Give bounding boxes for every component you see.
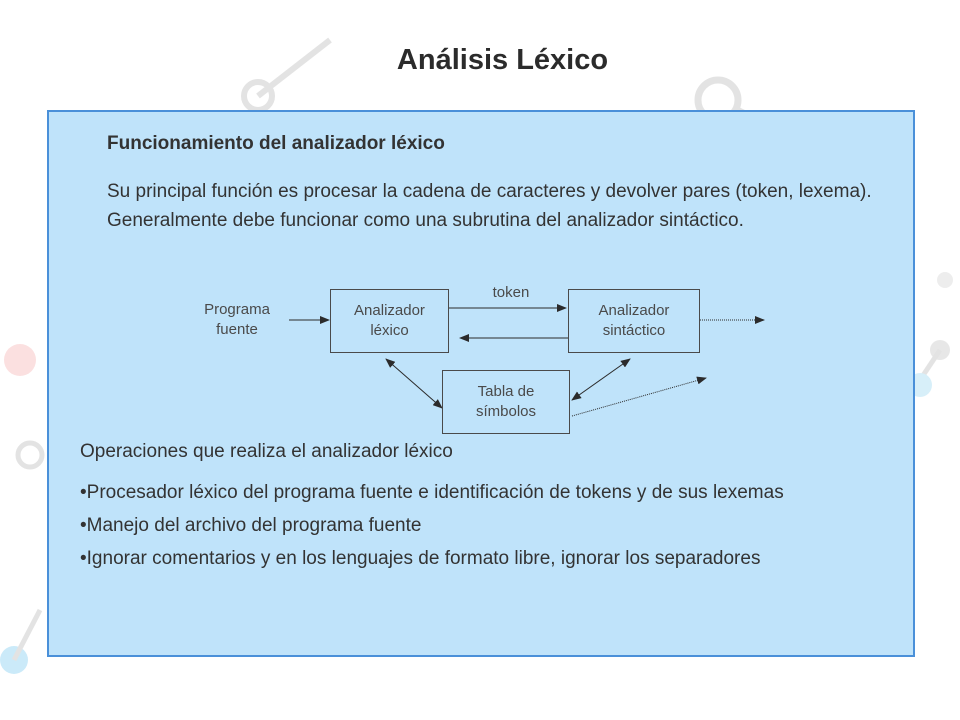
list-item: •Ignorar comentarios y en los lenguajes de formato libre, ignorar los separadores [80, 548, 761, 569]
arrow-lexer-symtab [386, 359, 442, 408]
operations-title: Operaciones que realiza el analizador léxico [80, 441, 453, 462]
node-syntax-analyzer: Analizador sintáctico [568, 289, 700, 353]
arrow-parser-symtab [572, 359, 630, 400]
token-label: token [492, 284, 530, 301]
operations-list [80, 481, 880, 580]
list-item: •Procesador léxico del programa fuente e identificación de tokens y de sus lexemas [80, 482, 784, 503]
slide-title: Análisis Léxico [396, 44, 609, 76]
intro-paragraph: Su principal función es procesar la cadena de caracteres y devolver pares (token, lexema). Generalmente debe funcionar como una subrutina del analizador sintáctico. [107, 181, 872, 231]
arrow-symtab-output [572, 378, 706, 416]
content-panel [47, 110, 915, 657]
node-source-program: Programa fuente [204, 301, 270, 338]
list-item: •Manejo del archivo del programa fuente [80, 515, 422, 536]
node-symbol-table: Tabla de símbolos [442, 370, 570, 434]
panel-subtitle: Funcionamiento del analizador léxico [107, 133, 445, 154]
node-lexical-analyzer: Analizador léxico [330, 289, 449, 353]
